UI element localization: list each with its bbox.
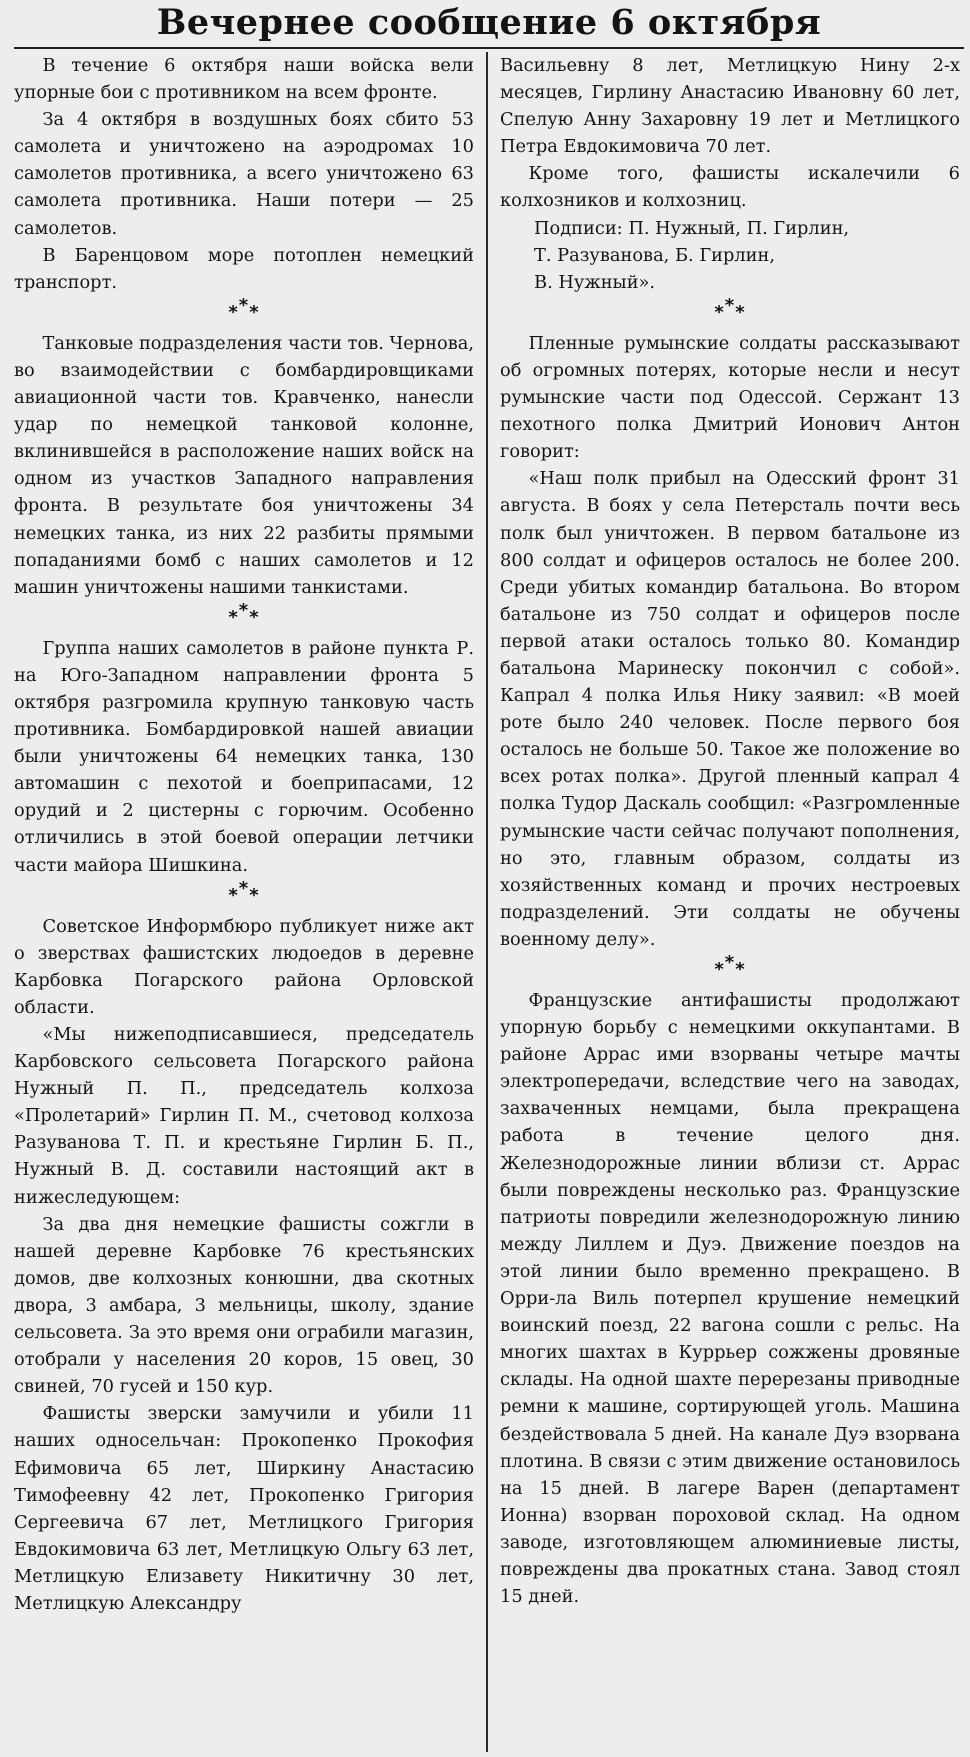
right-column xyxy=(488,52,960,1752)
paragraph: В течение 6 октября наши войска вели упорные бои с противником на всем фронте. xyxy=(14,55,474,104)
paragraph: В Баренцовом море потоплен немецкий транспорт. xyxy=(14,244,474,293)
paragraph: Танковые подразделения части тов. Чернова, во взаимодействии с бомбардировщиками авиационной части тов. Кравченко, нанесли удар по немецкой танковой колонне, вклинившейся в расположение наших войск на одном из участков Западного направления фронта. В результате боя уничтожены 34 немецких танка, из них 22 разбиты прямыми попаданиями бомб с наших самолетов и 12 машин уничтожены нашими танкистами. xyxy=(14,332,474,598)
paragraph: Группа наших самолетов в районе пункта Р. на Юго-Западном направлении фронта 5 октября разгромила крупную танковую часть противника. Бомбардировкой нашей авиации были уничтожены 64 немецких танка, 130 автомашин с пехотой и боеприпасами, 12 орудий и 2 цистерны с горючим. Особенно отличились в этой боевой операции летчики части майора Шишкина. xyxy=(14,637,474,876)
columns xyxy=(14,52,964,1752)
headline: Вечернее сообщение 6 октября xyxy=(156,2,822,43)
left-column xyxy=(14,52,486,1752)
section-separator-stars: *** xyxy=(228,877,260,906)
section-separator-stars: *** xyxy=(714,952,746,980)
paragraph: Фашисты зверски замучили и убили 11 наших односельчан: Прокопенко Прокофия Ефимовича 65 лет, Ширкину Анастасию Тимофеевну 42 лет, Прокопенко Григория Сергеевича 67 лет, Метлицкого Григория Евдокимовича 63 лет, Метлицкую Ольгу 63 лет, Метлицкую Елизавету Никитичну 30 лет, Метлицкую Александру xyxy=(14,1403,474,1614)
paragraph: Советское Информбюро публикует ниже акт о зверствах фашистских людоедов в деревне Карбовка Погарского района Орловской области. xyxy=(14,915,474,1018)
paragraph: Пленные румынские солдаты рассказывают об огромных потерях, которые несли и несут румынские части под Одессой. Сержант 13 пехотного полка Дмитрий Ионович Антон говорит: xyxy=(500,332,960,463)
paragraph: Кроме того, фашисты искалечили 6 колхозников и колхозниц. xyxy=(500,163,960,212)
headline-rule xyxy=(14,47,964,49)
paragraph: За 4 октября в воздушных боях сбито 53 самолета и уничтожено на аэродромах 10 самолетов противника, а всего уничтожено 63 самолета противника. Наши потери — 25 самолетов. xyxy=(14,109,474,239)
paragraph: Васильевну 8 лет, Метлицкую Нину 2-х месяцев, Гирлину Анастасию Ивановну 60 лет, Спелую Анну Захаровну 19 лет и Метлицкого Петра Евдокимовича 70 лет. xyxy=(500,55,960,158)
paragraph: «Наш полк прибыл на Одесский фронт 31 августа. В боях у села Петерсталь почти весь полк был уничтожен. В первом батальоне из 800 солдат и офицеров осталось не более 200. Среди убитых командир батальона. Во втором батальоне из 750 солдат и офицеров после первой атаки осталось только 80. Командир батальона Маринеску покончил с собой». Капрал 4 полка Илья Нику заявил: «В моей роте было 240 человек. После первого боя осталось не больше 50. Такое же положение во всех ротах полка». Другой пленный капрал 4 полка Тудор Даскаль сообщил: «Разгромленные румынские части сейчас получают пополнения, но это, главным образом, солдаты из хозяйственных команд и прочих нестроевых подразделений. Эти солдаты не обучены военному делу». xyxy=(500,468,960,950)
paragraph: Французские антифашисты продолжают упорную борьбу с немецкими оккупантами. В районе Аррас ими взорваны четыре мачты электропередачи, вследствие чего на заводах, захваченных немцами, была прекращена работа в течение целого дня. Железнодорожные линии вблизи ст. Аррас были повреждены несколько раз. Французские патриоты повредили железнодорожную линию между Лиллем и Дуэ. Движение поездов на этой линии было временно прекращено. В Орри-ла Виль потерпел крушение немецкий воинский поезд, 22 вагона сошли с рельс. На многих шахтах в Куррьер сожжены дровяные склады. На одной шахте перерезаны приводные ремни к машине, сортирующей уголь. Машина бездействовала 5 дней. На канале Дуэ взорвана плотина. В связи с этим движение остановилось на 15 дней. В лагере Варен (департамент Ионна) взорван пороховой склад. На одном заводе, изготовляющем алюминиевые листы, повреждены два прокатных стана. Завод стоял 15 дней. xyxy=(500,990,960,1608)
section-separator-stars: *** xyxy=(714,294,746,323)
paragraph: За два дня немецкие фашисты сожгли в нашей деревне Карбовке 76 крестьянских домов, две колхозных конюшни, два скотных двора, 3 амбара, 3 мельницы, школу, здание сельсовета. За это время они ограбили магазин, отобрали у населения 20 коров, 15 овец, 30 свиней, 70 гусей и 150 кур. xyxy=(14,1213,474,1398)
signatures: Подписи: П. Нужный, П. Гирлин, Т. Разуванова, Б. Гирлин, В. Нужный». xyxy=(534,217,850,293)
section-separator-stars: *** xyxy=(228,294,260,323)
section-separator-stars: *** xyxy=(228,599,260,628)
paragraph: «Мы нижеподписавшиеся, председатель Карбовского сельсовета Погарского района Нужный П. П., председатель колхоза «Пролетарий» Гирлин П. М., счетовод колхоза Разуванова Т. П. и крестьяне Гирлин Б. П., Нужный В. Д. составили настоящий акт в нижеследующем: xyxy=(14,1024,474,1208)
